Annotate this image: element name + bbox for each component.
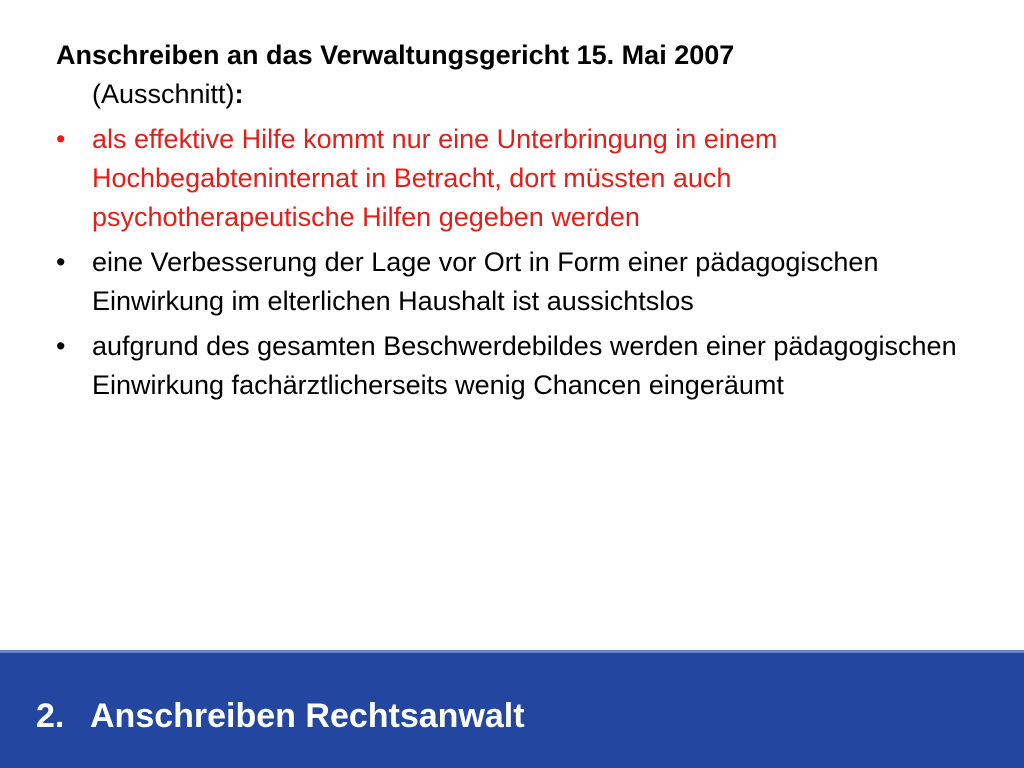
bullet-list	[56, 120, 976, 405]
bullet-marker: •	[56, 247, 66, 277]
slide-content	[56, 36, 976, 411]
bullet-item-2	[56, 243, 976, 321]
footer-title	[36, 695, 525, 737]
bullet-text: eine Verbesserung der Lage vor Ort in Form einer pädagogischen Einwirkung im elterlichen Haushalt ist aussichtslos	[92, 247, 879, 316]
heading-subtext: (Ausschnitt)	[92, 79, 235, 109]
bullet-item-1	[56, 120, 976, 237]
heading-colon: :	[234, 79, 244, 109]
heading-main-text: Anschreiben an das Verwaltungsgericht 15. Mai 2007	[56, 40, 735, 70]
footer-section-title: Anschreiben Rechtsanwalt	[90, 697, 525, 735]
bullet-marker: •	[56, 124, 66, 154]
footer-section-number: 2.	[36, 697, 65, 735]
bullet-item-3	[56, 327, 976, 405]
bullet-text: als effektive Hilfe kommt nur eine Unterbringung in einem Hochbegabteninternat in Betracht, dort müssten auch psychotherapeutische Hilfen gegeben werden	[92, 124, 778, 232]
bullet-marker: •	[56, 331, 66, 361]
bullet-text: aufgrund des gesamten Beschwerdebildes werden einer pädagogischen Einwirkung fachärztlicherseits wenig Chancen eingeräumt	[92, 331, 957, 400]
slide-heading	[56, 36, 976, 114]
